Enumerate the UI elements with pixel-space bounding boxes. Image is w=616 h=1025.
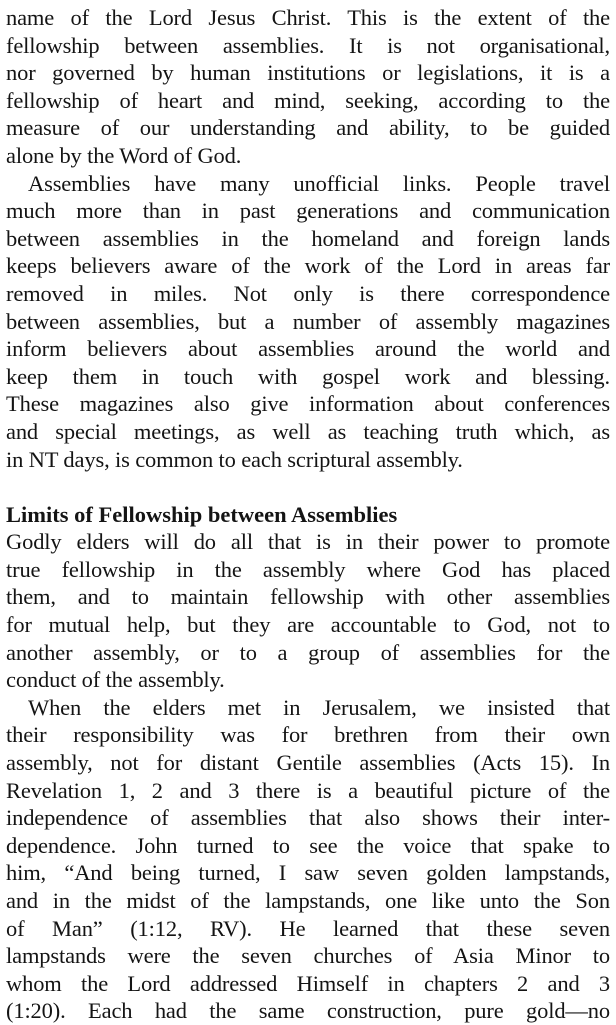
- text-line: him, “And being turned, I saw seven golden lampstands,: [6, 860, 610, 886]
- text-line: true fellowship in the assembly where God has placed: [6, 556, 610, 582]
- paragraph-unofficial-links: [6, 170, 610, 474]
- text-line: measure of our understanding and ability, to be guided: [6, 115, 610, 141]
- paragraph-jerusalem-elders: [6, 694, 610, 1025]
- text-line: When the elders met in Jerusalem, we insisted that: [28, 694, 610, 720]
- text-line: another assembly, or to a group of assemblies for the: [6, 639, 610, 665]
- text-line: for mutual help, but they are accountable to God, not to: [6, 612, 610, 638]
- text-line: name of the Lord Jesus Christ. This is the extent of the: [6, 5, 610, 30]
- paragraph-godly-elders: [6, 528, 610, 694]
- text-line: lampstands were the seven churches of Asia Minor to: [6, 943, 610, 969]
- document-page: [6, 4, 610, 1025]
- text-line: assembly, not for distant Gentile assemblies (Acts 15). In: [6, 750, 610, 776]
- text-line: (1:20). Each had the same construction, pure gold—no: [6, 998, 610, 1024]
- text-line: whom the Lord addressed Himself in chapters 2 and 3: [6, 970, 610, 996]
- text-line: fellowship between assemblies. It is not organisational,: [6, 32, 610, 58]
- text-line: in NT days, is common to each scriptural assembly.: [6, 446, 463, 472]
- text-line: inform believers about assemblies around the world and: [6, 336, 610, 362]
- text-line: nor governed by human institutions or legislations, it is a: [6, 60, 610, 86]
- section-heading: Limits of Fellowship between Assemblies: [6, 501, 398, 527]
- section-spacer: [6, 473, 610, 501]
- text-line: and in the midst of the lampstands, one like unto the Son: [6, 888, 610, 913]
- text-line: keep them in touch with gospel work and blessing.: [6, 363, 610, 389]
- text-line: them, and to maintain fellowship with other assemblies: [6, 584, 610, 610]
- text-line: between assemblies in the homeland and foreign lands: [6, 225, 610, 251]
- text-line: alone by the Word of God.: [6, 142, 242, 168]
- text-line: of Man” (1:12, RV). He learned that these seven: [6, 915, 610, 941]
- text-line: conduct of the assembly.: [6, 667, 225, 693]
- text-line: between assemblies, but a number of assembly magazines: [6, 308, 610, 334]
- text-line: and special meetings, as well as teaching truth which, as: [6, 418, 610, 444]
- text-line: Godly elders will do all that is in their power to promote: [6, 529, 610, 555]
- text-line: their responsibility was for brethren from their own: [6, 722, 610, 748]
- text-line: much more than in past generations and communication: [6, 198, 610, 224]
- text-line: independence of assemblies that also shows their inter-: [6, 805, 610, 831]
- section-limits-of-fellowship: [6, 501, 610, 1025]
- text-line: dependence. John turned to see the voice that spake to: [6, 832, 610, 858]
- text-line: Revelation 1, 2 and 3 there is a beautiful picture of the: [6, 777, 610, 803]
- paragraph-fellowship-extent: [6, 4, 610, 170]
- text-line: Assemblies have many unofficial links. People travel: [28, 170, 610, 196]
- text-line: These magazines also give information about conferences: [6, 391, 610, 417]
- text-line: removed in miles. Not only is there correspondence: [6, 280, 610, 306]
- text-line: keeps believers aware of the work of the Lord in areas far: [6, 253, 610, 279]
- text-line: fellowship of heart and mind, seeking, according to the: [6, 87, 610, 113]
